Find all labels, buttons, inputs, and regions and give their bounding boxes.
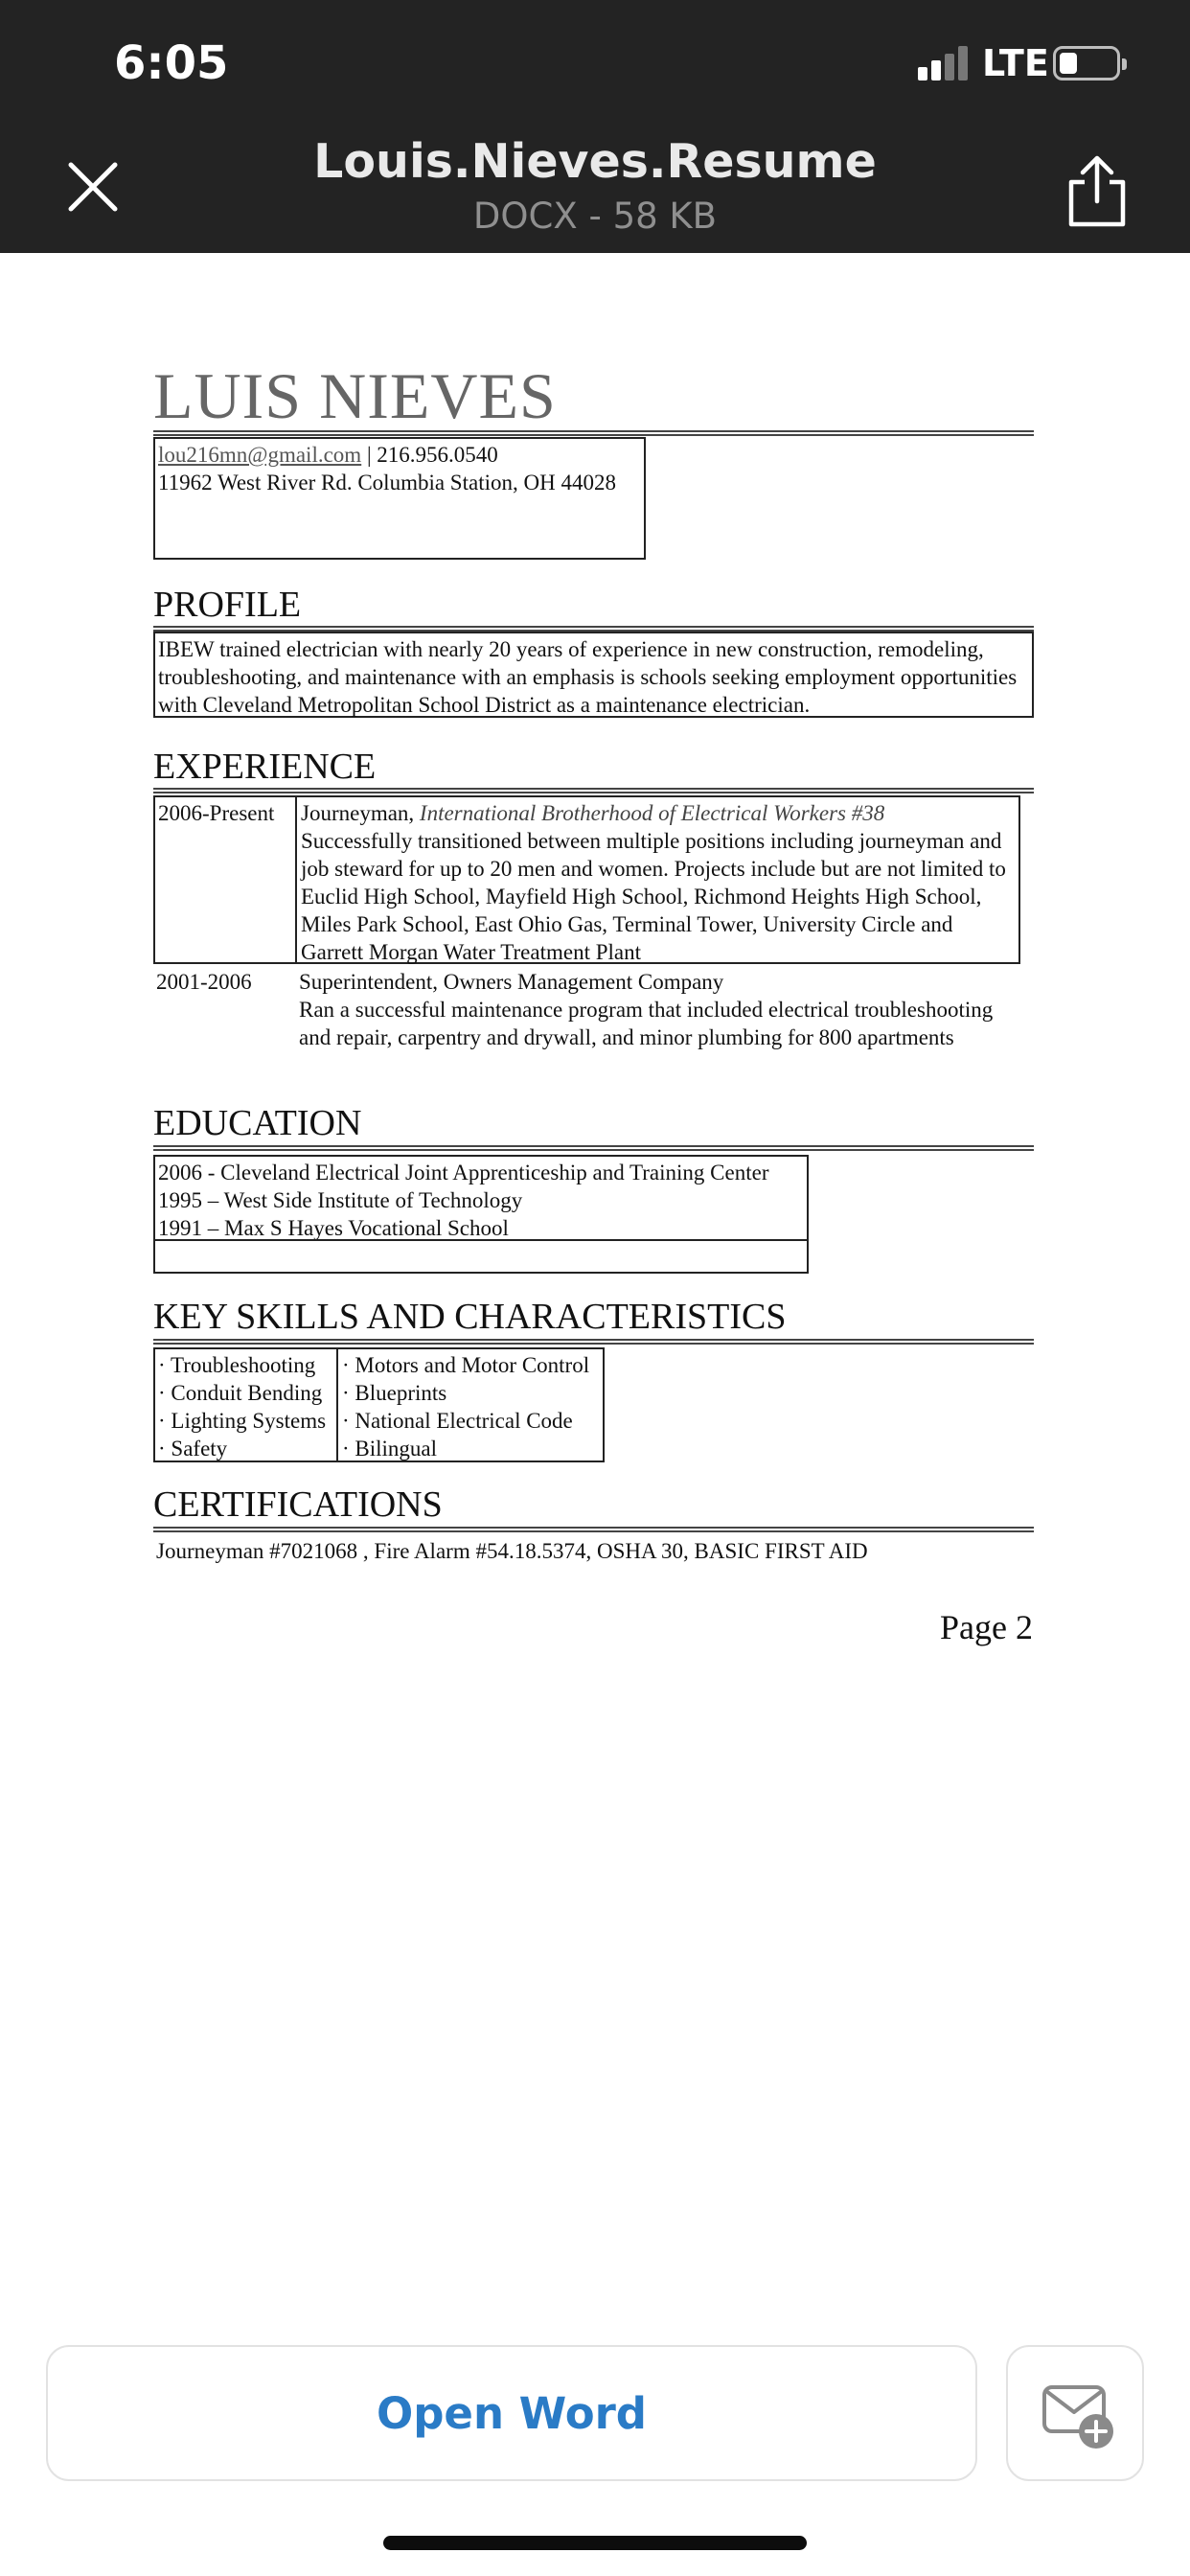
job-description: Successfully transitioned between multiple positions including journeyman and job steward for up to 20 men and women. Projects include but are not limited to Euclid High School, Mayfield High School, Richmond Heights High School, Miles Park School, East Ohio Gas, Terminal Tower, University Circle and Garrett Morgan Water Treatment Plant — [301, 829, 1006, 964]
list-item: · Motors and Motor Control — [342, 1353, 590, 1377]
experience-entry — [299, 968, 1027, 1051]
phone: | 216.956.0540 — [361, 443, 498, 467]
experience-entry — [153, 795, 1020, 964]
divider — [153, 1339, 1034, 1345]
page-number: Page 2 — [940, 1608, 1033, 1646]
list-item: · Safety — [158, 1437, 228, 1460]
list-item: · Blueprints — [342, 1381, 447, 1405]
network-label: LTE — [982, 42, 1049, 84]
email-link[interactable]: lou216mn@gmail.com — [158, 443, 362, 467]
share-icon — [1064, 153, 1131, 230]
list-item: · Bilingual — [342, 1437, 438, 1460]
list-item: · National Electrical Code — [342, 1409, 573, 1433]
divider — [153, 788, 1034, 794]
list-item: 2006 - Cleveland Electrical Joint Apprenticeship and Training Center — [158, 1161, 769, 1184]
share-button[interactable] — [1064, 153, 1131, 230]
battery-icon — [1053, 46, 1120, 80]
signal-icon — [918, 46, 970, 80]
job-employer: International Brotherhood of Electrical Workers #38 — [419, 801, 885, 825]
job-dates: 2001-2006 — [156, 970, 252, 994]
home-indicator[interactable] — [383, 2536, 807, 2550]
top-bar — [0, 0, 1190, 253]
education-list — [153, 1155, 809, 1241]
contact-box — [153, 437, 646, 560]
certifications-text: Journeyman #7021068 , Fire Alarm #54.18.5374, OSHA 30, BASIC FIRST AID — [156, 1539, 868, 1563]
resume-name: LUIS NIEVES — [153, 359, 557, 432]
experience-heading: EXPERIENCE — [153, 747, 377, 787]
mail-add-button[interactable] — [1006, 2345, 1144, 2481]
profile-text: IBEW trained electrician with nearly 20 years of experience in new construction, remodeling, troubleshooting, and maintenance with an emphasis is schools seeking employment opportunities with Cleveland Metropolitan School District as a maintenance electrician. — [153, 632, 1034, 718]
job-title: Journeyman, — [301, 801, 420, 825]
profile-heading: PROFILE — [153, 585, 302, 625]
divider — [153, 1145, 1034, 1151]
job-title: Superintendent, Owners Management Company — [299, 970, 724, 994]
mail-add-icon — [1008, 2347, 1146, 2483]
empty-table-row — [153, 1239, 809, 1274]
open-word-button[interactable]: Open Word — [46, 2345, 977, 2481]
list-item: 1995 – West Side Institute of Technology — [158, 1188, 523, 1212]
education-heading: EDUCATION — [153, 1103, 362, 1143]
job-description: Ran a successful maintenance program that included electrical troubleshooting and repair, carpentry and drywall, and minor plumbing for 800 apartments — [299, 998, 994, 1049]
status-time: 6:05 — [114, 36, 229, 90]
job-dates: 2006-Present — [155, 797, 297, 962]
address: 11962 West River Rd. Columbia Station, OH 44028 — [158, 471, 616, 494]
certifications-heading: CERTIFICATIONS — [153, 1484, 443, 1525]
list-item: 1991 – Max S Hayes Vocational School — [158, 1216, 509, 1240]
document-title: Louis.Nieves.Resume — [313, 134, 877, 189]
list-item: · Conduit Bending — [158, 1381, 323, 1405]
skills-heading: KEY SKILLS AND CHARACTERISTICS — [153, 1297, 787, 1337]
document-subtitle: DOCX - 58 KB — [472, 196, 718, 237]
skills-table — [153, 1347, 605, 1462]
list-item: · Lighting Systems — [158, 1409, 327, 1433]
divider — [153, 1527, 1034, 1532]
list-item: · Troubleshooting — [158, 1353, 316, 1377]
divider — [153, 430, 1034, 436]
